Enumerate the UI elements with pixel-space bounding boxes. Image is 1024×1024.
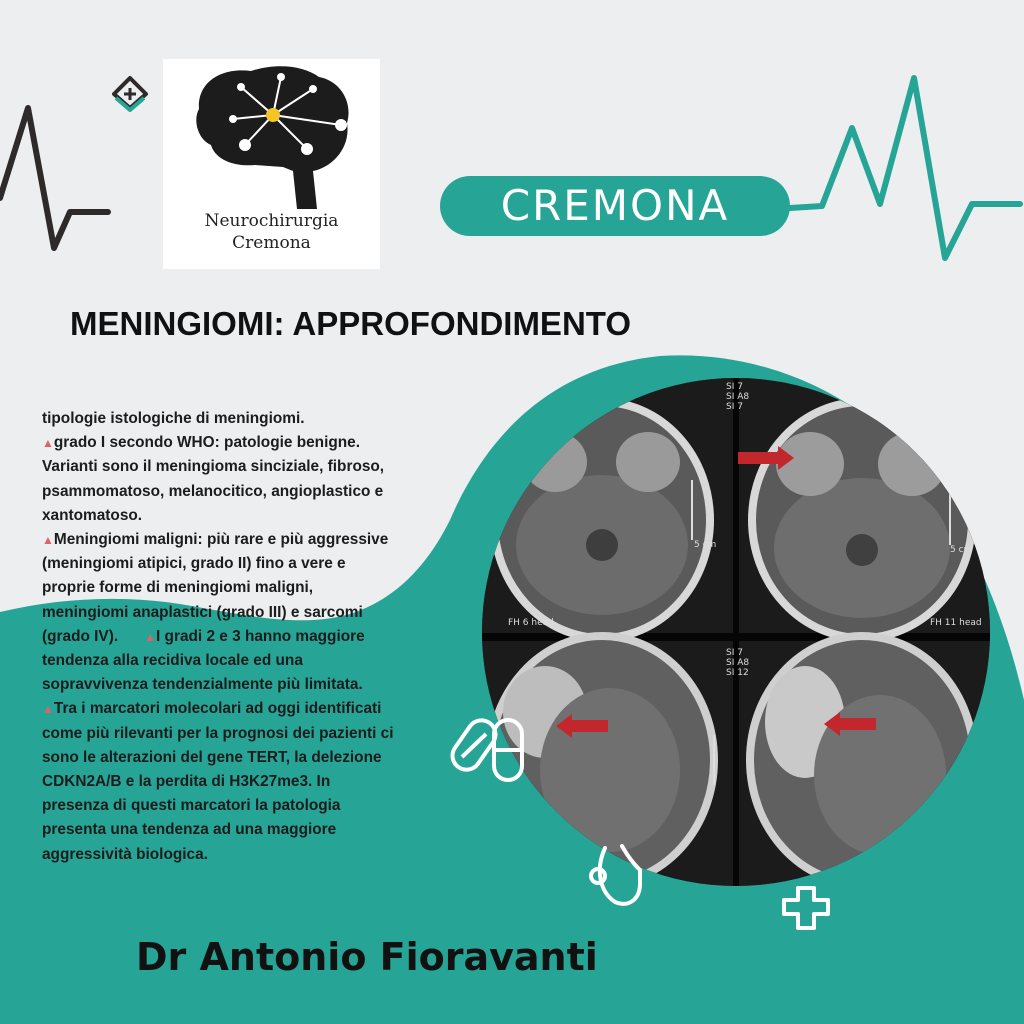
body-line: sono le alterazioni del gene TERT, la delezione <box>42 748 382 766</box>
body-line: ▲grado I secondo WHO: patologie benigne. <box>42 434 360 452</box>
scan-label: SI 7 <box>726 648 743 658</box>
logo-text-line1: Neurochirurgia <box>204 211 339 231</box>
scan-caption: FH 11 head <box>930 618 982 628</box>
triangle-bullet-icon: ▲ <box>144 629 156 644</box>
body-line: CDKN2A/B e la perdita di H3K27me3. In <box>42 773 331 791</box>
mri-scan-image <box>482 378 990 886</box>
body-line: tendenza alla recidiva locale ed una <box>42 652 303 670</box>
body-line: presenza di questi marcatori la patologia <box>42 797 341 815</box>
body-line: (meningiomi atipici, grado II) fino a vere e <box>42 555 346 573</box>
logo-text-line2: Cremona <box>232 233 311 253</box>
location-badge: CREMONA <box>440 176 790 236</box>
scan-label: SI A8 <box>726 392 750 402</box>
author-name: Dr Antonio Fioravanti <box>136 935 598 979</box>
body-line: ▲Meningiomi maligni: più rare e più aggressive <box>42 531 389 549</box>
scan-label: SI 7 <box>726 382 743 392</box>
body-line: psammomatoso, melanocitico, angioplastico e <box>42 482 384 500</box>
heartbeat-line-left <box>0 108 108 248</box>
triangle-bullet-icon: ▲ <box>42 702 54 717</box>
page-title: MENINGIOMI: APPROFONDIMENTO <box>70 305 631 342</box>
scan-label: SI A8 <box>726 658 750 668</box>
logo <box>163 59 380 269</box>
body-line: Varianti sono il meningioma sinciziale, fibroso, <box>42 458 385 476</box>
body-line: ▲Tra i marcatori molecolari ad oggi identificati <box>42 700 382 718</box>
scan-ruler-label: 5 cm <box>950 545 973 555</box>
heartbeat-line-right <box>790 78 1020 258</box>
scan-ruler-label: 5 cm <box>694 540 717 550</box>
triangle-bullet-icon: ▲ <box>42 533 54 548</box>
body-line: presenta una tendenza ad una maggiore <box>42 821 337 839</box>
body-line: proprie forme di meningiomi maligni, <box>42 579 314 597</box>
scan-label: SI 7 <box>726 402 743 412</box>
body-line: aggressività biologica. <box>42 845 208 863</box>
scan-label: SI 12 <box>726 668 749 678</box>
body-line: xantomatoso. <box>42 506 143 524</box>
triangle-bullet-icon: ▲ <box>42 436 54 451</box>
medical-badge-icon <box>114 78 146 110</box>
body-line: tipologie istologiche di meningiomi. <box>42 410 305 427</box>
body-line: come più rilevanti per la prognosi dei pazienti ci <box>42 724 394 742</box>
scan-caption: FH 6 head <box>508 618 554 628</box>
body-line: sopravvivenza tendenzialmente più limitata. <box>42 676 363 694</box>
body-line: (grado IV). ▲I gradi 2 e 3 hanno maggiore <box>42 627 365 645</box>
body-text <box>42 407 457 867</box>
body-line: meningiomi anaplastici (grado III) e sarcomi <box>42 603 363 621</box>
